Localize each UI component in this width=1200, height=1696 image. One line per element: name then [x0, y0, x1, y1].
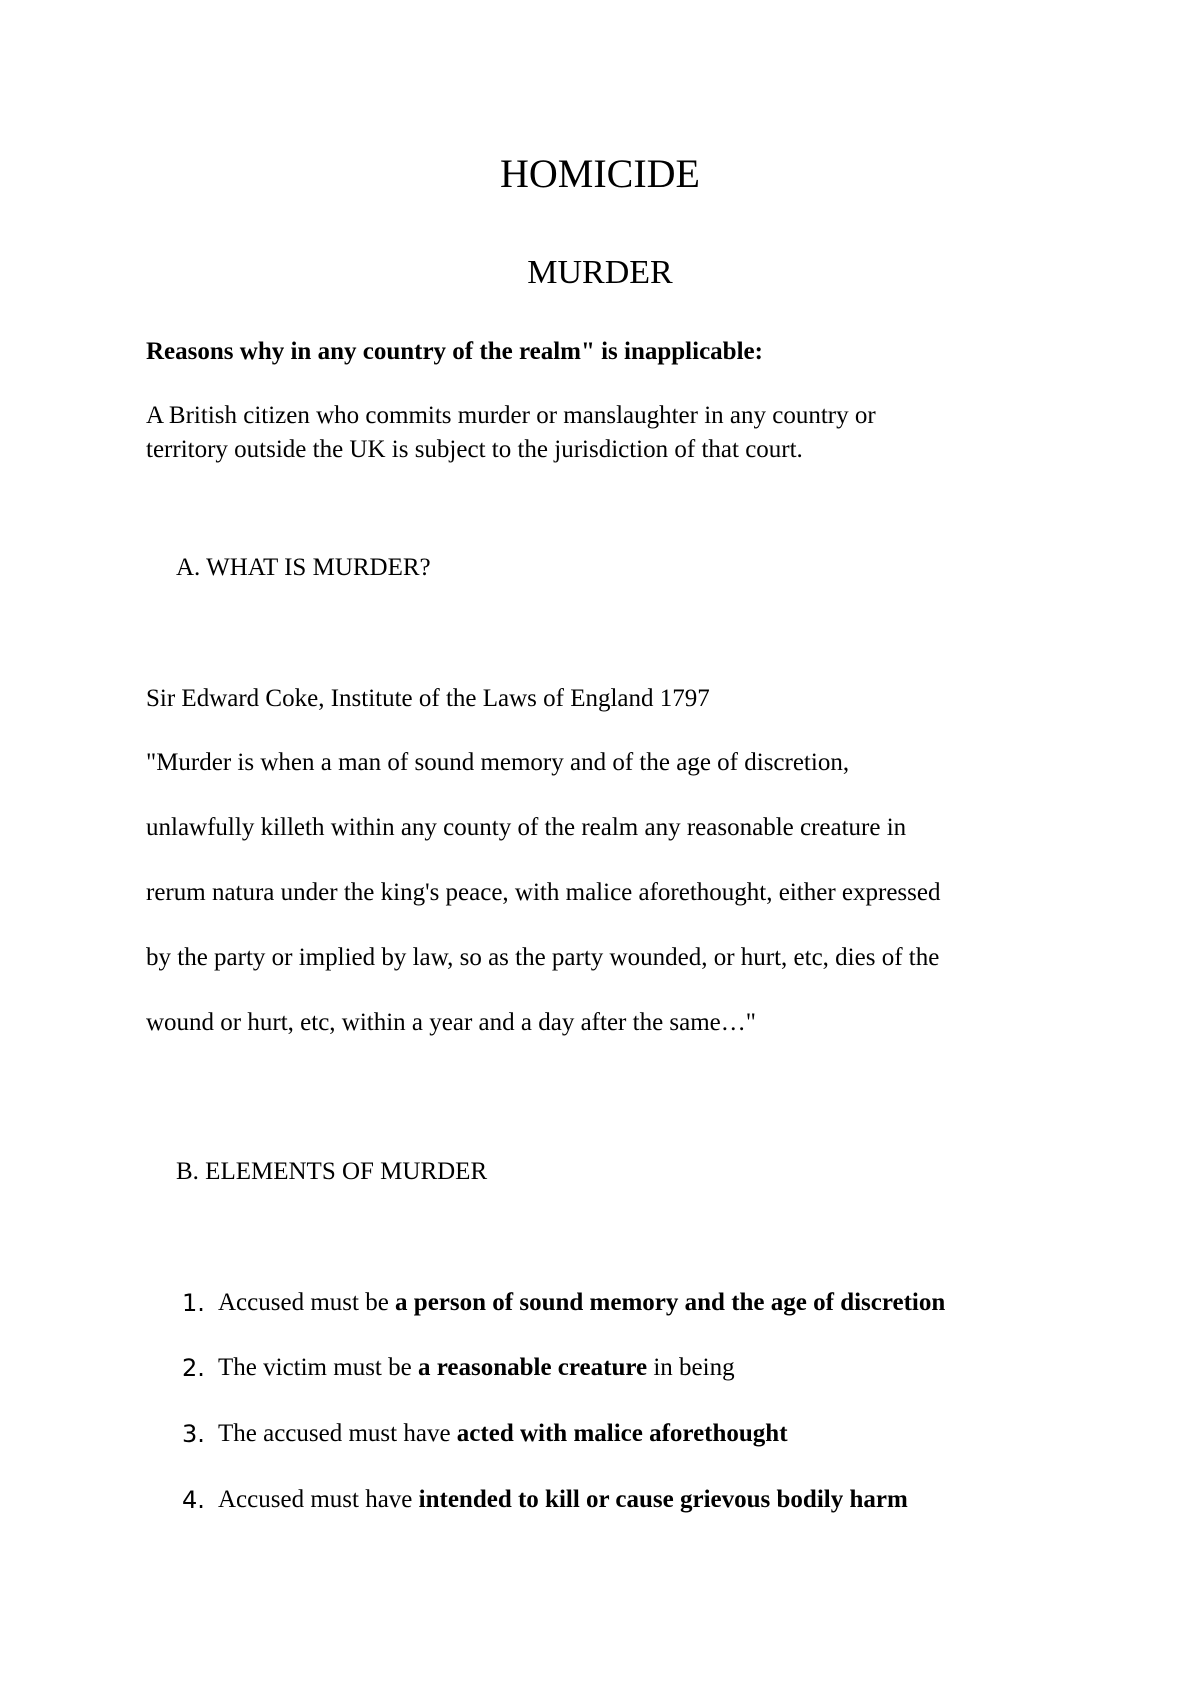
page-subtitle: MURDER: [527, 254, 673, 291]
list-item-text: [218, 1417, 788, 1451]
citation: Sir Edward Coke, Institute of the Laws of England 1797: [146, 685, 710, 712]
quote-line: rerum natura under the king's peace, with malice aforethought, either expressed: [146, 879, 941, 906]
section-heading-elements-of-murder: B. ELEMENTS OF MURDER: [176, 1158, 488, 1185]
list-item-text: [218, 1483, 908, 1517]
list-item-plain: The victim must be: [218, 1354, 418, 1381]
quote-line: by the party or implied by law, so as the party wounded, or hurt, etc, dies of the: [146, 944, 940, 971]
list-item-text: [218, 1286, 945, 1320]
page-title: HOMICIDE: [500, 151, 700, 196]
list-item-plain: The accused must have: [218, 1420, 457, 1447]
list-item-number: 4.: [182, 1486, 205, 1514]
list-item-bold: a reasonable creature: [417, 1354, 648, 1381]
list-item-bold: intended to kill or cause grievous bodily harm: [418, 1486, 908, 1513]
list-item-bold: a person of sound memory and the age of discretion: [395, 1289, 946, 1316]
quote-line: wound or hurt, etc, within a year and a day after the same…": [146, 1009, 756, 1036]
list-item-number: 1.: [182, 1289, 205, 1317]
quote-line: "Murder is when a man of sound memory and of the age of discretion,: [146, 749, 850, 776]
reasons-paragraph-line: territory outside the UK is subject to the jurisdiction of that court.: [146, 436, 803, 463]
reasons-heading: Reasons why in any country of the realm" is inapplicable:: [146, 338, 763, 365]
list-item-number: 2.: [182, 1354, 205, 1382]
list-item-tail: in being: [647, 1354, 735, 1381]
list-item-number: 3.: [182, 1420, 205, 1448]
list-item-text: [218, 1351, 735, 1385]
list-item-plain: Accused must have: [218, 1486, 419, 1513]
quote-line: unlawfully killeth within any county of the realm any reasonable creature in: [146, 814, 907, 841]
reasons-paragraph-line: A British citizen who commits murder or manslaughter in any country or: [146, 402, 876, 429]
section-heading-what-is-murder: A. WHAT IS MURDER?: [176, 554, 431, 581]
list-item-bold: acted with malice aforethought: [456, 1420, 788, 1447]
list-item-plain: Accused must be: [218, 1289, 396, 1316]
